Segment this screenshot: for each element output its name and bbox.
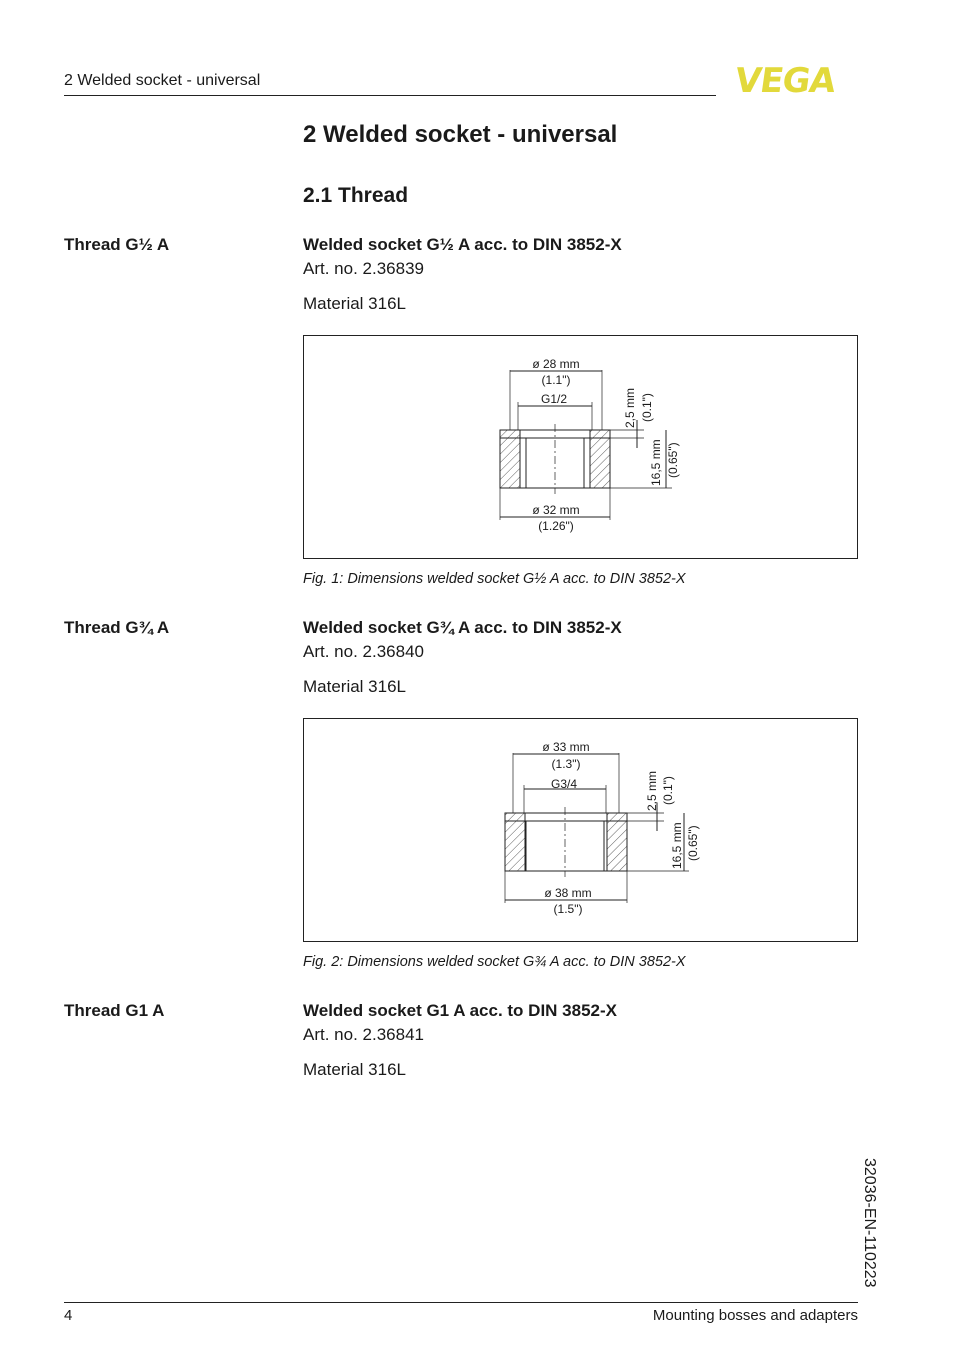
figure-box <box>303 718 858 942</box>
small-height-inch-label: (0.1") <box>661 776 675 805</box>
chapter-title: 2 Welded socket - universal <box>303 121 618 148</box>
item-title: Welded socket G½ A acc. to DIN 3852-X <box>303 235 622 254</box>
socket-drawing <box>304 336 857 558</box>
socket-drawing <box>304 719 857 941</box>
art-no: Art. no. 2.36839 <box>303 259 424 278</box>
footer-rule <box>64 1302 858 1303</box>
material: Material 316L <box>303 1060 407 1079</box>
art-no: Art. no. 2.36840 <box>303 642 424 661</box>
figure-box <box>303 335 858 559</box>
side-label-thread-g1: Thread G1 A <box>64 1001 165 1020</box>
small-height-label: 2,5 mm <box>645 770 659 811</box>
top-diameter-inch-label: (1.3") <box>551 757 581 771</box>
height-inch-label: (0.65") <box>666 442 680 478</box>
section-title: 2.1 Thread <box>303 184 409 207</box>
small-height-label: 2,5 mm <box>623 387 637 428</box>
page-number: 4 <box>64 1307 73 1324</box>
bottom-diameter-label: ø 38 mm <box>544 886 592 900</box>
top-diameter-label: ø 28 mm <box>532 357 580 371</box>
height-label: 16,5 mm <box>649 439 663 486</box>
item-title: Welded socket G1 A acc. to DIN 3852-X <box>303 1001 617 1020</box>
side-label-thread-g-half: Thread G½ A <box>64 235 170 254</box>
header-rule <box>64 95 716 96</box>
height-label: 16,5 mm <box>670 822 684 869</box>
vega-logo <box>732 61 859 101</box>
item-title: Welded socket G¾ A acc. to DIN 3852-X <box>303 618 622 637</box>
footer-title: Mounting bosses and adapters <box>652 1307 858 1324</box>
running-header: 2 Welded socket - universal <box>64 72 261 89</box>
logo-text: VEGA <box>732 61 838 101</box>
thread-label: G3/4 <box>550 777 578 791</box>
side-label-thread-g-three-quarter: Thread G¾ A <box>64 618 170 637</box>
material: Material 316L <box>303 677 407 696</box>
figure-caption: Fig. 1: Dimensions welded socket G½ A acc. to DIN 3852-X <box>303 571 686 587</box>
figure-caption: Fig. 2: Dimensions welded socket G¾ A acc. to DIN 3852-X <box>303 954 686 970</box>
material: Material 316L <box>303 294 407 313</box>
bottom-diameter-inch-label: (1.26") <box>538 519 574 533</box>
top-diameter-inch-label: (1.1") <box>541 373 571 387</box>
thread-label: G1/2 <box>540 392 568 406</box>
art-no: Art. no. 2.36841 <box>303 1025 424 1044</box>
height-inch-label: (0.65") <box>686 825 700 861</box>
bottom-diameter-inch-label: (1.5") <box>553 902 583 916</box>
top-diameter-label: ø 33 mm <box>542 740 590 754</box>
bottom-diameter-label: ø 32 mm <box>532 503 580 517</box>
small-height-inch-label: (0.1") <box>640 393 654 422</box>
document-id: 32036-EN-110223 <box>861 1158 878 1288</box>
